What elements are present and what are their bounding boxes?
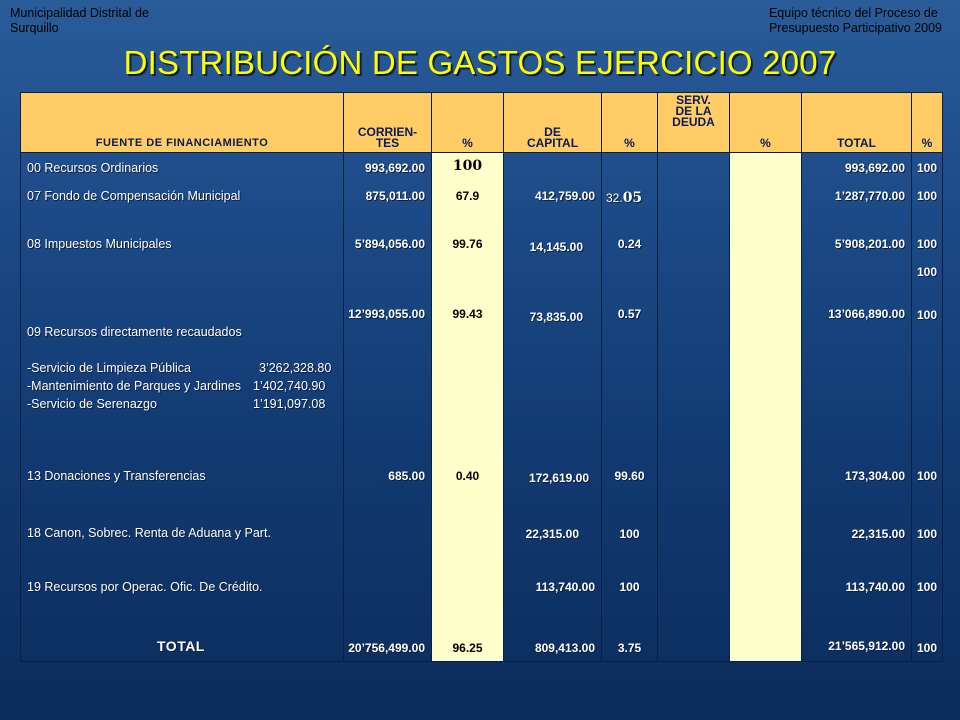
col-deuda bbox=[658, 93, 730, 153]
row-09-pct2: 0.57 bbox=[617, 307, 642, 321]
row-13-pct2: 99.60 bbox=[614, 469, 645, 483]
row-00-total: 993,692.00 bbox=[844, 161, 905, 175]
row-19-name: 19 Recursos por Operac. Ofic. De Crédito. bbox=[27, 580, 263, 594]
col-deuda-l2: DE LA bbox=[675, 104, 712, 118]
row-13-corrientes: 685.00 bbox=[388, 469, 425, 483]
pct2-column bbox=[602, 153, 658, 662]
row-18-pct2: 100 bbox=[619, 527, 640, 541]
col-corrientes-l1: CORRIEN- bbox=[357, 125, 418, 139]
row-13-name: 13 Donaciones y Transferencias bbox=[27, 469, 206, 483]
row-18-total: 22,315.00 bbox=[851, 527, 905, 541]
row-08-pct1: 99.76 bbox=[452, 237, 483, 251]
row-09-total: 13’066,890.00 bbox=[828, 307, 905, 321]
row-09-pct4-top: 100 bbox=[916, 265, 938, 279]
row-08-capital: 14,145.00 bbox=[529, 240, 583, 254]
row-09-sub-1 bbox=[27, 361, 332, 375]
table-body-row bbox=[21, 153, 943, 662]
pct4-column bbox=[912, 153, 943, 662]
row-09-sub-1-label: -Servicio de Limpieza Pública bbox=[27, 361, 191, 375]
row-08-pct2: 0.24 bbox=[617, 237, 642, 251]
row-07-total: 1’287,770.00 bbox=[834, 189, 905, 203]
total-column bbox=[802, 153, 912, 662]
row-09-sub-3 bbox=[27, 397, 326, 411]
row-19-pct4: 100 bbox=[916, 580, 938, 594]
row-09-name: 09 Recursos directamente recaudados bbox=[27, 325, 242, 339]
col-capital bbox=[504, 93, 602, 153]
row-09-sub-1-amount: 3’262,328.80 bbox=[259, 361, 332, 375]
row-07-corrientes: 875,011.00 bbox=[365, 189, 425, 203]
row-13-capital: 172,619.00 bbox=[528, 471, 589, 485]
row-09-sub-3-label: -Servicio de Serenazgo bbox=[27, 397, 157, 411]
col-pct1: % bbox=[432, 93, 504, 153]
total-pct1: 96.25 bbox=[452, 641, 483, 655]
total-capital: 809,413.00 bbox=[534, 641, 595, 655]
expense-table bbox=[20, 92, 943, 662]
col-deuda-l3: DEUDA bbox=[672, 115, 715, 129]
row-13-pct4: 100 bbox=[916, 469, 938, 483]
row-00-corrientes: 993,692.00 bbox=[364, 161, 425, 175]
row-09-corrientes: 12’993,055.00 bbox=[348, 307, 425, 321]
row-07-pct4: 100 bbox=[916, 189, 938, 203]
total-pct2: 3.75 bbox=[617, 641, 642, 655]
row-07-capital: 412,759.00 bbox=[534, 189, 595, 203]
col-fuente: FUENTE DE FINANCIAMIENTO bbox=[21, 93, 344, 153]
row-09-sub-3-amount: 1’191,097.08 bbox=[253, 397, 326, 411]
header-row bbox=[21, 93, 943, 153]
row-07-pct2-b: 05 bbox=[622, 190, 643, 206]
row-07-name: 07 Fondo de Compensación Municipal bbox=[27, 189, 241, 203]
col-corrientes-l2: TES bbox=[375, 136, 400, 150]
deuda-column bbox=[658, 153, 730, 662]
header-right bbox=[769, 6, 942, 36]
col-capital-l2: CAPITAL bbox=[526, 136, 579, 150]
row-18-name: 18 Canon, Sobrec. Renta de Aduana y Part. bbox=[27, 526, 271, 540]
row-09-capital: 73,835.00 bbox=[529, 310, 583, 324]
corrientes-column bbox=[344, 153, 432, 662]
row-00-pct4: 100 bbox=[916, 161, 938, 175]
row-09-sub-2-label: -Mantenimiento de Parques y Jardines bbox=[27, 379, 242, 393]
pct1-column bbox=[432, 153, 504, 662]
name-column bbox=[21, 153, 344, 662]
row-08-total: 5’908,201.00 bbox=[834, 237, 905, 251]
total-corrientes: 20’756,499.00 bbox=[348, 641, 425, 655]
row-13-pct1: 0.40 bbox=[455, 469, 480, 483]
header-right-line1: Equipo técnico del Proceso de bbox=[768, 6, 938, 20]
col-pct2: % bbox=[602, 93, 658, 153]
header-left-line1: Municipalidad Distrital de bbox=[10, 6, 149, 20]
row-09-pct4: 100 bbox=[916, 308, 938, 322]
row-09-sub-2 bbox=[27, 379, 326, 393]
header-right-line2: Presupuesto Participativo 2009 bbox=[768, 21, 942, 35]
total-total bbox=[828, 639, 905, 653]
col-pct3: % bbox=[730, 93, 802, 153]
col-pct4: % bbox=[912, 93, 943, 153]
row-08-corrientes: 5’894,056.00 bbox=[354, 237, 425, 251]
total-total-b: ’565,912.00 bbox=[841, 639, 905, 653]
row-19-total: 113,740.00 bbox=[845, 580, 905, 594]
pct3-column bbox=[730, 153, 802, 662]
row-00-pct1: 100 bbox=[452, 158, 483, 174]
capital-column bbox=[504, 153, 602, 662]
row-13-total: 173,304.00 bbox=[844, 469, 905, 483]
header-left-line2: Surquillo bbox=[10, 21, 59, 35]
row-18-pct4: 100 bbox=[916, 527, 938, 541]
page-title: DISTRIBUCIÓN DE GASTOS EJERCICIO 2007 bbox=[123, 44, 837, 81]
row-09-pct1: 99.43 bbox=[452, 307, 483, 321]
total-pct4: 100 bbox=[916, 641, 938, 655]
row-07-pct2-a: 32. bbox=[606, 191, 623, 205]
row-09-sub-2-amount: 1’402,740.90 bbox=[253, 379, 326, 393]
row-19-pct2: 100 bbox=[619, 580, 640, 594]
row-19-capital: 113,740.00 bbox=[535, 580, 595, 594]
total-total-a: 21 bbox=[828, 639, 842, 653]
row-18-capital: 22,315.00 bbox=[525, 527, 579, 541]
col-corrientes bbox=[344, 93, 432, 153]
col-capital-l1: DE bbox=[544, 125, 561, 139]
total-label: TOTAL bbox=[157, 638, 205, 654]
row-00-name: 00 Recursos Ordinarios bbox=[27, 161, 159, 175]
row-07-pct2 bbox=[606, 190, 642, 206]
header-left bbox=[10, 6, 149, 36]
col-total: TOTAL bbox=[802, 93, 912, 153]
row-07-pct1: 67.9 bbox=[455, 189, 480, 203]
col-deuda-l1: SERV. bbox=[676, 93, 711, 107]
row-08-name: 08 Impuestos Municipales bbox=[27, 237, 172, 251]
row-08-pct4: 100 bbox=[916, 237, 938, 251]
